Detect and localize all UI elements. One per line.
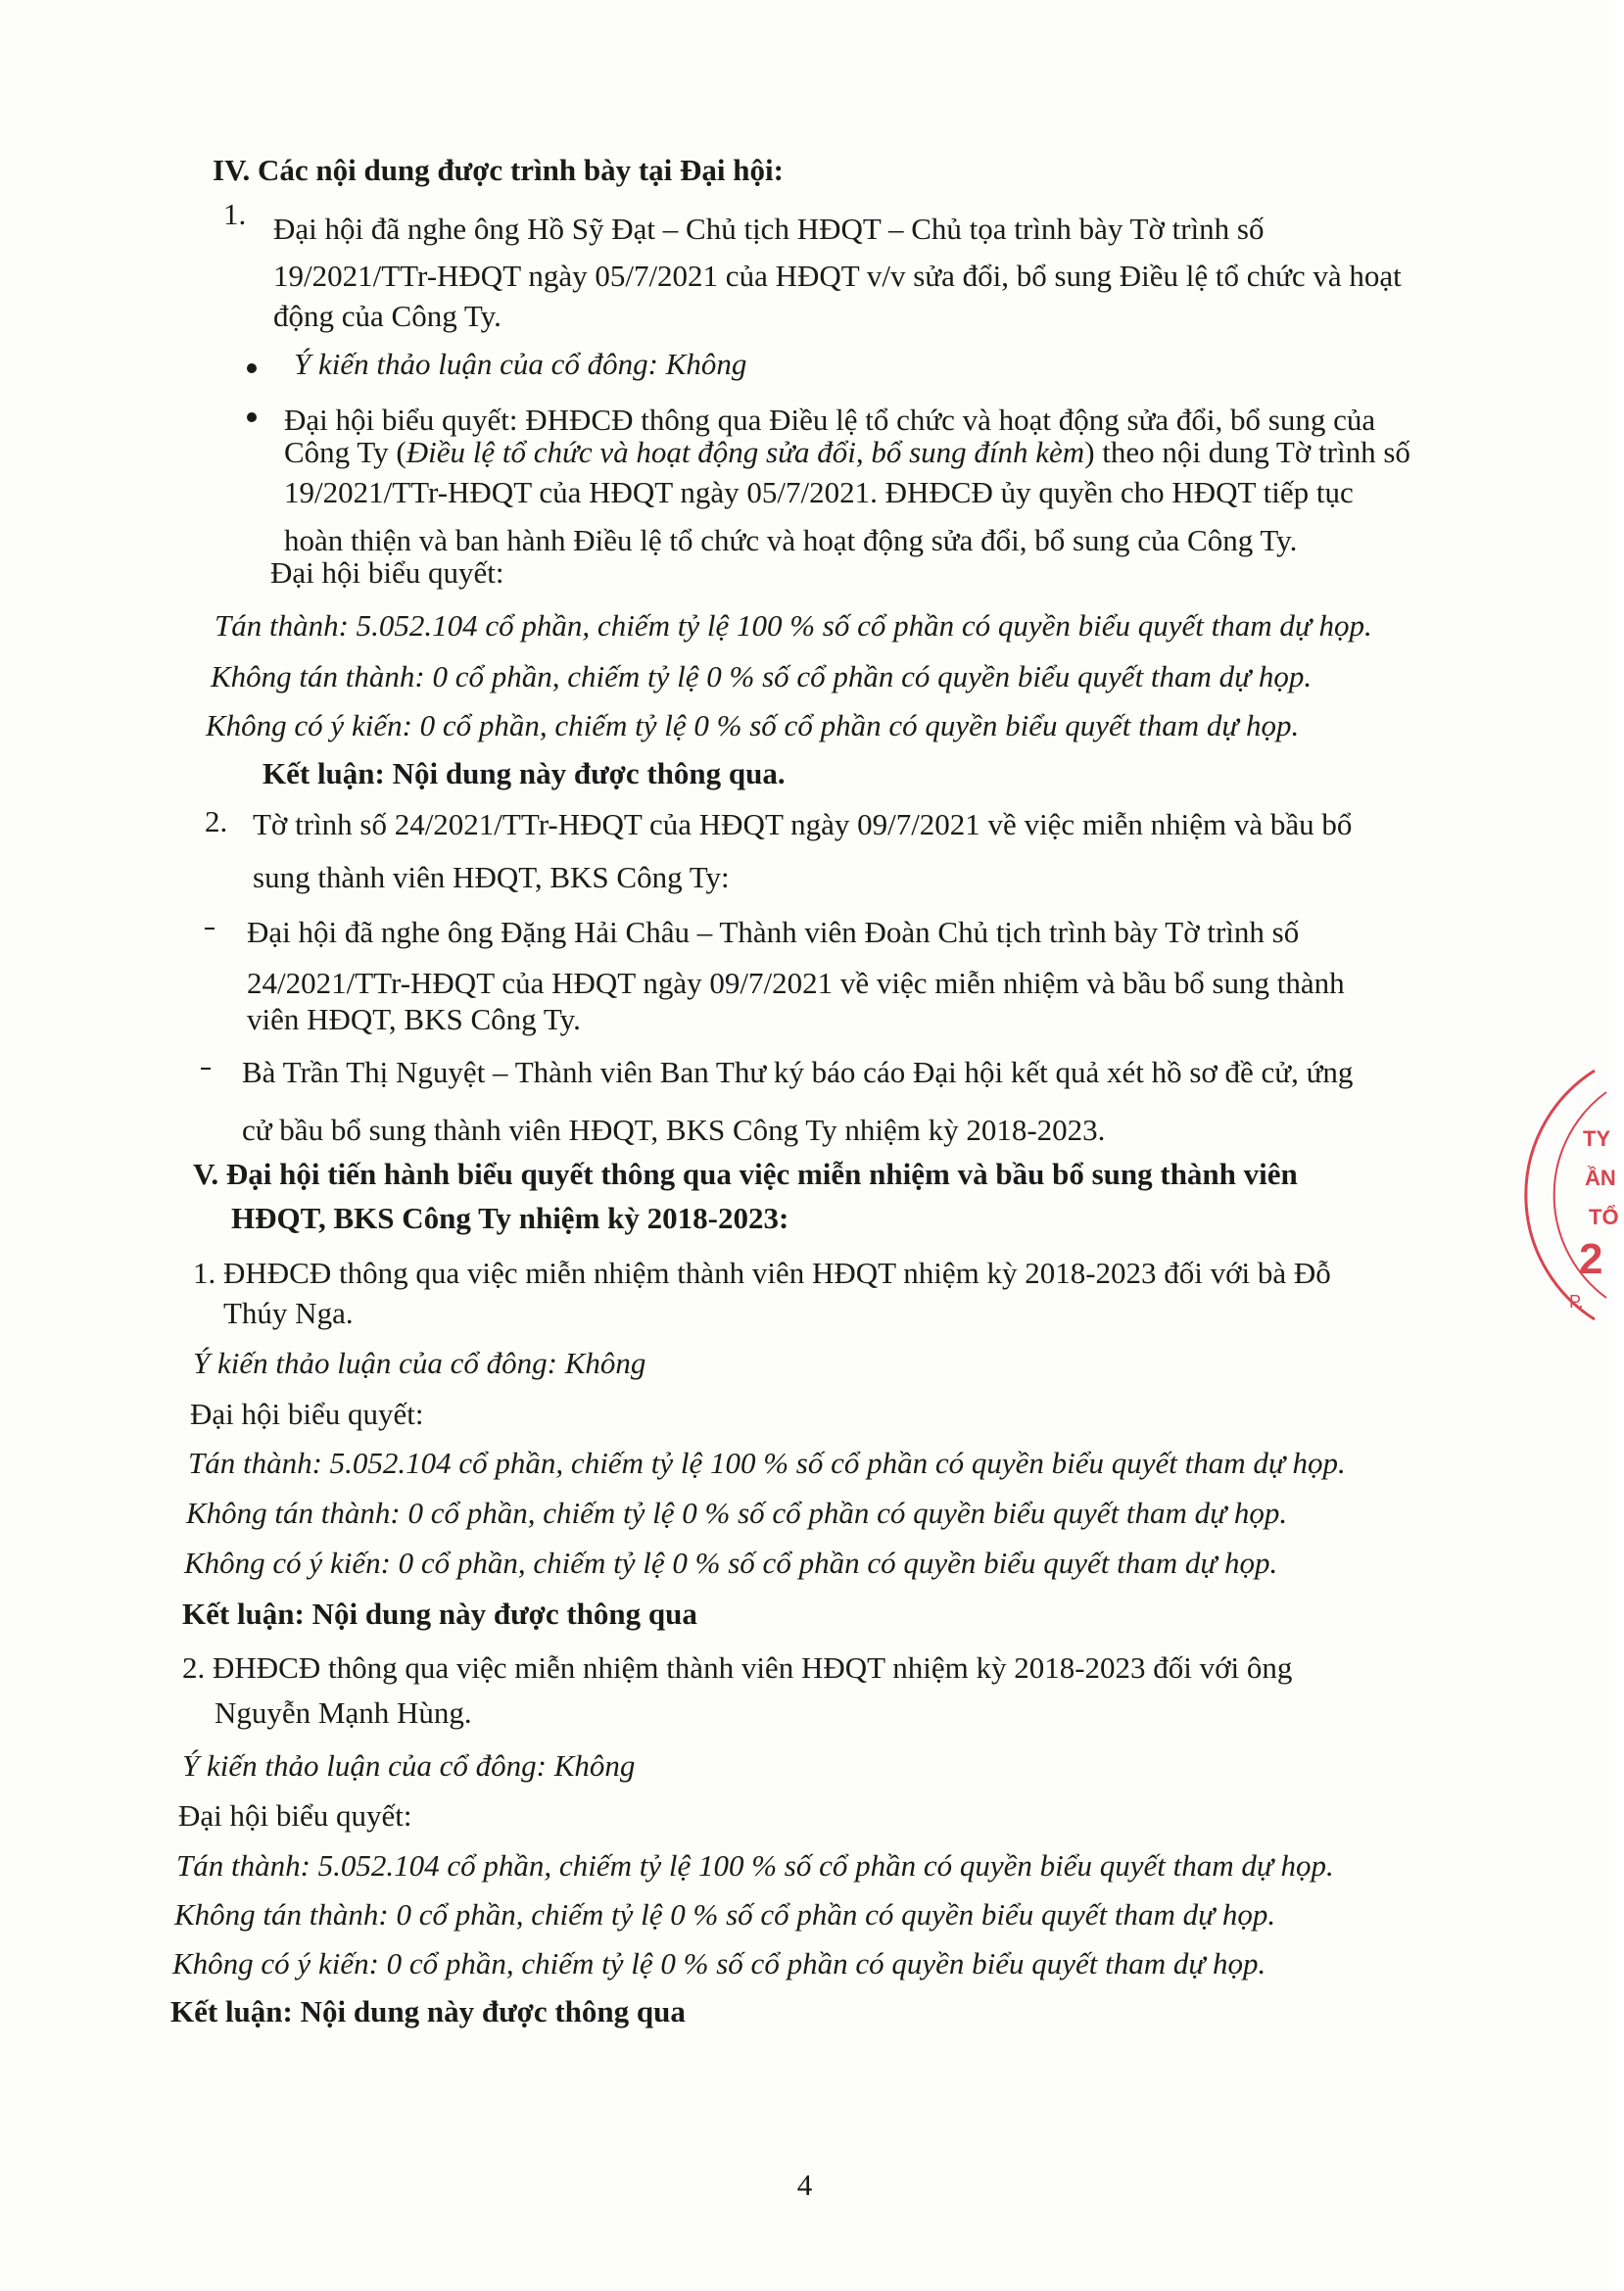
vote-approve: Tán thành: 5.052.104 cổ phần, chiếm tỷ lệ 100 % số cổ phần có quyền biểu quyết tham dự họp. — [176, 1848, 1334, 1883]
resolution-line: hoàn thiện và ban hành Điều lệ tổ chức và hoạt động sửa đổi, bổ sung của Công Ty. — [284, 523, 1298, 557]
section-v-heading: V. Đại hội tiến hành biểu quyết thông qua việc miễn nhiệm và bầu bổ sung thành viên — [193, 1157, 1298, 1191]
bullet-icon — [247, 363, 257, 373]
resolution-line: 19/2021/TTr-HĐQT của HĐQT ngày 05/7/2021. ĐHĐCĐ ủy quyền cho HĐQT tiếp tục — [284, 475, 1354, 509]
resolution-line: Công Ty (Điều lệ tổ chức và hoạt động sửa đổi, bổ sung đính kèm) theo nội dung Tờ trình số — [284, 435, 1410, 469]
page-number: 4 — [796, 2168, 813, 2202]
paragraph-line: Thúy Nga. — [223, 1296, 354, 1330]
svg-text:2: 2 — [1579, 1235, 1603, 1283]
item-number: 2. — [205, 804, 228, 838]
svg-text:P.: P. — [1569, 1292, 1584, 1312]
paragraph-line: 2. ĐHĐCĐ thông qua việc miễn nhiệm thành viên HĐQT nhiệm kỳ 2018-2023 đối với ông — [182, 1650, 1293, 1685]
conclusion: Kết luận: Nội dung này được thông qua — [182, 1597, 697, 1631]
section-v-heading: HĐQT, BKS Công Ty nhiệm kỳ 2018-2023: — [231, 1201, 789, 1235]
conclusion: Kết luận: Nội dung này được thông qua. — [263, 756, 786, 790]
paragraph-line: Bà Trần Thị Nguyệt – Thành viên Ban Thư ký báo cáo Đại hội kết quả xét hồ sơ đề cử, ứng — [242, 1055, 1354, 1089]
company-stamp-fragment — [1555, 1063, 1624, 1327]
vote-approve: Tán thành: 5.052.104 cổ phần, chiếm tỷ lệ 100 % số cổ phần có quyền biểu quyết tham dự họp. — [215, 608, 1372, 643]
vote-label: Đại hội biểu quyết: — [178, 1798, 412, 1833]
paragraph-line: Đại hội đã nghe ông Hồ Sỹ Đạt – Chủ tịch HĐQT – Chủ tọa trình bày Tờ trình số — [273, 212, 1265, 246]
vote-approve: Tán thành: 5.052.104 cổ phần, chiếm tỷ lệ 100 % số cổ phần có quyền biểu quyết tham dự họp. — [188, 1446, 1346, 1480]
paragraph-line: 1. ĐHĐCĐ thông qua việc miễn nhiệm thành viên HĐQT nhiệm kỳ 2018-2023 đối với bà Đỗ — [193, 1256, 1331, 1290]
paragraph-line: sung thành viên HĐQT, BKS Công Ty: — [253, 860, 730, 894]
vote-no-opinion: Không có ý kiến: 0 cổ phần, chiếm tỷ lệ 0 % số cổ phần có quyền biểu quyết tham dự họp. — [184, 1546, 1278, 1580]
section-iv-heading: IV. Các nội dung được trình bày tại Đại hội: — [213, 153, 784, 187]
vote-no-opinion: Không có ý kiến: 0 cổ phần, chiếm tỷ lệ 0 % số cổ phần có quyền biểu quyết tham dự họp. — [206, 708, 1300, 742]
svg-text:ẦN: ẦN — [1585, 1166, 1616, 1190]
dash-icon — [205, 928, 215, 930]
svg-text:TY: TY — [1583, 1126, 1611, 1151]
paragraph-line: 19/2021/TTr-HĐQT ngày 05/7/2021 của HĐQT v/v sửa đổi, bổ sung Điều lệ tổ chức và hoạt — [273, 259, 1402, 293]
svg-text:TỔ: TỔ — [1589, 1205, 1619, 1229]
dash-icon — [201, 1068, 211, 1070]
bullet-icon — [247, 412, 257, 422]
conclusion: Kết luận: Nội dung này được thông qua — [170, 1994, 686, 2028]
item-number: 1. — [223, 197, 247, 231]
paragraph-line: viên HĐQT, BKS Công Ty. — [247, 1002, 581, 1036]
vote-no-opinion: Không có ý kiến: 0 cổ phần, chiếm tỷ lệ 0 % số cổ phần có quyền biểu quyết tham dự họp. — [172, 1946, 1266, 1981]
paragraph-line: cử bầu bổ sung thành viên HĐQT, BKS Công Ty nhiệm kỳ 2018-2023. — [242, 1113, 1106, 1147]
paragraph-line: Nguyễn Mạnh Hùng. — [215, 1695, 472, 1730]
vote-disapprove: Không tán thành: 0 cổ phần, chiếm tỷ lệ 0 % số cổ phần có quyền biểu quyết tham dự họp. — [174, 1897, 1276, 1932]
paragraph-line: 24/2021/TTr-HĐQT của HĐQT ngày 09/7/2021 về việc miễn nhiệm và bầu bổ sung thành — [247, 966, 1345, 1000]
opinion-line: Ý kiến thảo luận của cổ đông: Không — [182, 1748, 636, 1783]
resolution-line: Đại hội biểu quyết: ĐHĐCĐ thông qua Điều lệ tổ chức và hoạt động sửa đổi, bổ sung của — [284, 403, 1376, 437]
vote-disapprove: Không tán thành: 0 cổ phần, chiếm tỷ lệ 0 % số cổ phần có quyền biểu quyết tham dự họp. — [211, 659, 1313, 693]
opinion-line: Ý kiến thảo luận của cổ đông: Không — [193, 1346, 646, 1380]
vote-disapprove: Không tán thành: 0 cổ phần, chiếm tỷ lệ 0 % số cổ phần có quyền biểu quyết tham dự họp. — [186, 1496, 1288, 1530]
vote-label: Đại hội biểu quyết: — [190, 1397, 424, 1431]
paragraph-line: Tờ trình số 24/2021/TTr-HĐQT của HĐQT ngày 09/7/2021 về việc miễn nhiệm và bầu bổ — [253, 807, 1353, 841]
paragraph-line: động của Công Ty. — [273, 299, 502, 333]
attachment-note: Điều lệ tổ chức và hoạt động sửa đổi, bổ sung đính kèm — [406, 435, 1085, 469]
vote-label: Đại hội biểu quyết: — [270, 555, 504, 590]
paragraph-line: Đại hội đã nghe ông Đặng Hải Châu – Thành viên Đoàn Chủ tịch trình bày Tờ trình số — [247, 915, 1300, 949]
opinion-line: Ý kiến thảo luận của cổ đông: Không — [294, 347, 747, 381]
